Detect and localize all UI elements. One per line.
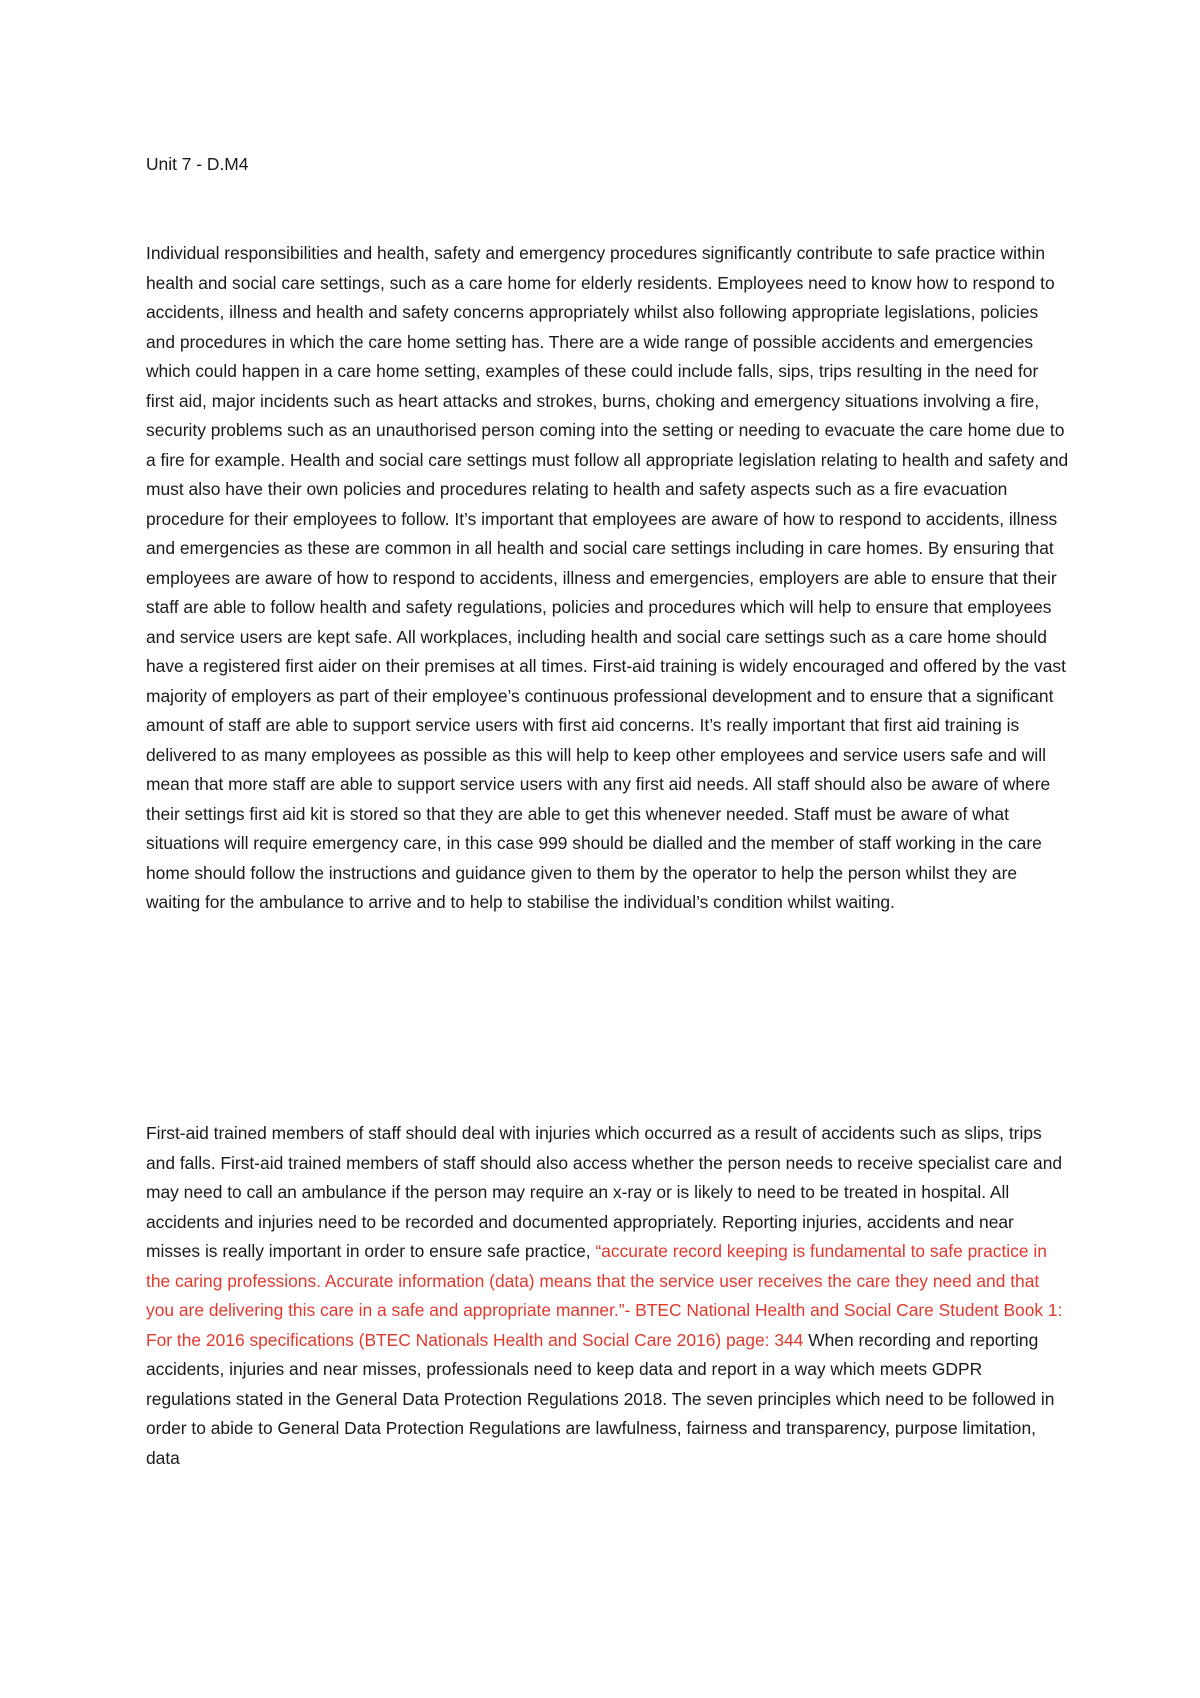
paragraph-2-text-after-quote: When recording and reporting accidents, injuries and near misses, professionals need to keep data and report in a way which meets GDPR regulations stated in the General Data Protection Regulations 2018. The seven principles which need to be followed in order to abide to General Data Protection Regulations are lawfulness, fairness and transparency, purpose limitation, data [146,1329,1055,1468]
paragraph-2 [146,1119,1071,1473]
document-title: Unit 7 - D.M4 [146,154,249,174]
paragraph-2-text-before-quote: First-aid trained members of staff should deal with injuries which occurred as a result of accidents such as slips, trips and falls. First-aid trained members of staff should also access whether the person needs to receive specialist care and may need to call an ambulance if the person may require an x-ray or is likely to need to be treated in hospital. All accidents and injuries need to be recorded and documented appropriately. Reporting injuries, accidents and near misses is really important in order to ensure safe practice, [146,1123,1063,1261]
paragraph-1: Individual responsibilities and health, safety and emergency procedures significantly contribute to safe practice within health and social care settings, such as a care home for elderly residents. Employees need to know how to respond to accidents, illness and health and safety concerns appropriately whilst also following appropriate legislations, policies and procedures in which the care home setting has. There are a wide range of possible accidents and emergencies which could happen in a care home setting, examples of these could include falls, sips, trips resulting in the need for first aid, major incidents such as heart attacks and strokes, burns, choking and emergency situations involving a fire, security problems such as an unauthorised person coming into the setting or needing to evacuate the care home due to a fire for example. Health and social care settings must follow all appropriate legislation relating to health and safety and must also have their own policies and procedures relating to health and safety aspects such as a fire evacuation procedure for their employees to follow. It’s important that employees are aware of how to respond to accidents, illness and emergencies as these are common in all health and social care settings including in care homes. By ensuring that employees are aware of how to respond to accidents, illness and emergencies, employers are able to ensure that their staff are able to follow health and safety regulations, policies and procedures which will help to ensure that employees and service users are kept safe. All workplaces, including health and social care settings such as a care home should have a registered first aider on their premises at all times. First-aid training is widely encouraged and offered by the vast majority of employers as part of their employee’s continuous professional development and to ensure that a significant amount of staff are able to support service users with first aid concerns. It’s really important that first aid training is delivered to as many employees as possible as this will help to keep other employees and service users safe and will mean that more staff are able to support service users with any first aid needs. All staff should also be aware of where their settings first aid kit is stored so that they are able to get this whenever needed. Staff must be aware of what situations will require emergency care, in this case 999 should be dialled and the member of staff working in the care home should follow the instructions and guidance given to them by the operator to help the person whilst they are waiting for the ambulance to arrive and to help to stabilise the individual’s condition whilst waiting. [146,243,1069,912]
paragraph-2-quote: “accurate record keeping is fundamental to safe practice in the caring professions. Accurate information (data) means that the service user receives the care they need and that you are delivering this care in a safe and appropriate manner.”- BTEC National Health and Social Care Student Book 1: For the 2016 specifications (BTEC Nationals Health and Social Care 2016) page: 344 [146,1241,1063,1350]
